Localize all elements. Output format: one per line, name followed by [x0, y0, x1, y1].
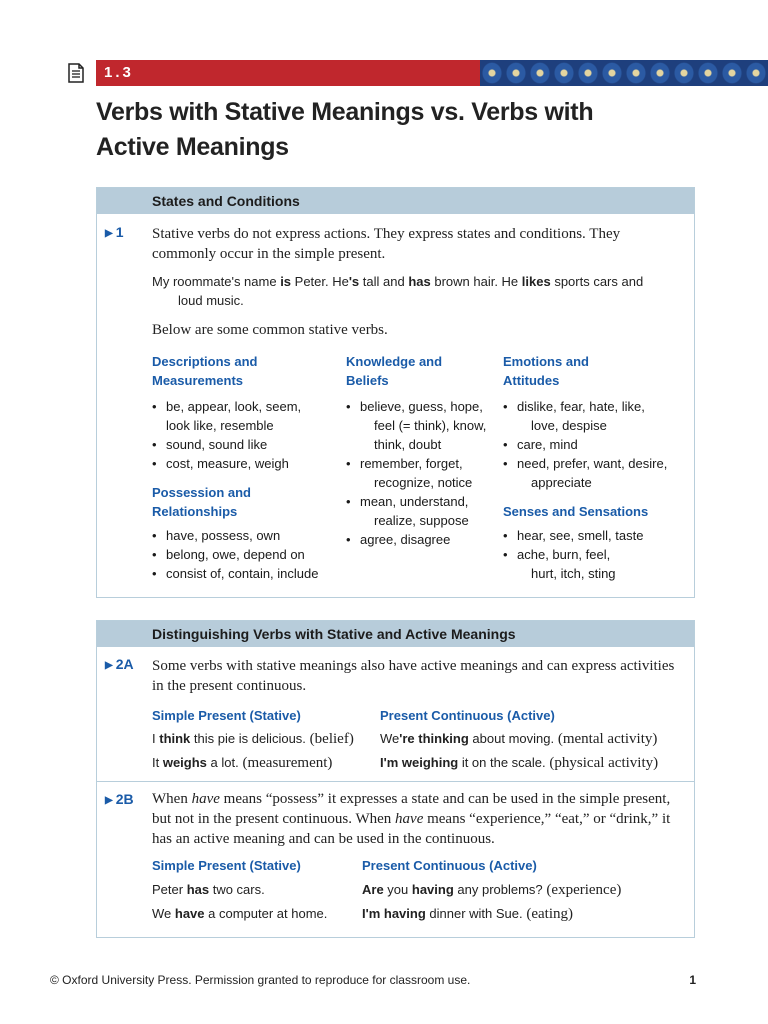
triangle-right-icon: ▶ [105, 795, 113, 806]
list-item: • believe, guess, hope, [346, 397, 496, 416]
list-item-continued: look like, resemble [166, 418, 274, 433]
list-item: • remember, forget, [346, 454, 496, 473]
list-item: • sound, sound like [152, 435, 337, 454]
list-item: • have, possess, own [152, 526, 337, 545]
example-sentence: My roommate's name is Peter. He's tall and has brown hair. He likes sports cars and loud music. [152, 274, 644, 308]
table-row: I'm weighing it on the scale. (physical activity) [380, 755, 659, 771]
list-item: • consist of, contain, include [152, 564, 337, 583]
triangle-right-icon: ▶ [105, 228, 113, 239]
list-item: • cost, measure, weigh [152, 454, 337, 473]
verb-list [152, 397, 337, 473]
verb-list [503, 397, 693, 492]
list-item-continued: hurt, itch, sting [531, 566, 616, 581]
column-descriptions [152, 352, 337, 583]
column-knowledge [346, 352, 496, 549]
decorative-ornament [480, 60, 768, 86]
list-item: • agree, disagree [346, 530, 496, 549]
list-item-continued: realize, suppose [374, 513, 469, 528]
list-item-continued: think, doubt [374, 437, 442, 452]
table-row: I think this pie is delicious. (belief) [152, 731, 354, 747]
table-row: We're thinking about moving. (mental activity) [380, 731, 658, 747]
col-heading-stative: Simple Present (Stative) [152, 708, 301, 723]
reference-2b: ▶ 2B [105, 791, 134, 807]
list-item-continued: love, despise [531, 418, 607, 433]
column-heading: Knowledge and Beliefs [346, 354, 443, 388]
list-item: • hear, see, smell, taste [503, 526, 693, 545]
reference-1: ▶ 1 [105, 224, 124, 240]
box-heading: Distinguishing Verbs with Stative and Active Meanings [97, 621, 694, 647]
verb-list [346, 397, 496, 549]
intro-text: Stative verbs do not express actions. They express states and conditions. They commonly occur in the simple present. [152, 226, 621, 262]
distinguishing-box [96, 620, 695, 938]
page-footer [50, 973, 696, 987]
list-item-continued: feel (= think), know, [374, 418, 487, 433]
list-item: • belong, owe, depend on [152, 545, 337, 564]
col-heading-active: Present Continuous (Active) [380, 708, 555, 723]
list-item: • be, appear, look, seem, [152, 397, 337, 416]
table-row: We have a computer at home. [152, 906, 328, 921]
section-divider [97, 781, 694, 782]
column-heading: Senses and Sensations [503, 504, 649, 519]
page-title [96, 95, 696, 165]
list-item-continued: appreciate [531, 475, 592, 490]
list-item: • need, prefer, want, desire, [503, 454, 693, 473]
list-item-continued: recognize, notice [374, 475, 473, 490]
column-emotions [503, 352, 693, 583]
list-item: • mean, understand, [346, 492, 496, 511]
column-heading: Possession and Relationships [152, 485, 251, 519]
list-item: • care, mind [503, 435, 693, 454]
table-row: Peter has two cars. [152, 882, 265, 897]
document-icon [64, 61, 88, 85]
section-banner [96, 60, 768, 86]
section-number: 1.3 [104, 64, 134, 81]
triangle-right-icon: ▶ [105, 660, 113, 671]
verb-list [152, 526, 337, 583]
title-line-2: Active Meanings [96, 133, 289, 161]
copyright-text: © Oxford University Press. Permission granted to reproduce for classroom use. [50, 973, 471, 987]
list-item: • ache, burn, feel, [503, 545, 693, 564]
col-heading-active: Present Continuous (Active) [362, 858, 537, 873]
section-2a-text: Some verbs with stative meanings also have active meanings and can express activities in the present continuous. [152, 658, 675, 694]
reference-2a: ▶ 2A [105, 656, 134, 672]
page-number: 1 [689, 973, 696, 987]
verb-list [503, 526, 693, 583]
states-conditions-box [96, 187, 695, 598]
column-heading: Emotions and Attitudes [503, 354, 589, 388]
title-line-1: Verbs with Stative Meanings vs. Verbs with [96, 98, 594, 126]
table-row: Are you having any problems? (experience) [362, 882, 622, 898]
list-item: • dislike, fear, hate, like, [503, 397, 693, 416]
table-row: I'm having dinner with Sue. (eating) [362, 906, 574, 922]
below-text: Below are some common stative verbs. [152, 322, 388, 338]
section-2b-text: When have means “possess” it expresses a state and can be used in the simple present, but not in the present continuous. When have means “experience,” “eat,” or “drink,” it has an active meaning and can be used in the continuous. [152, 791, 671, 847]
table-row: It weighs a lot. (measurement) [152, 755, 333, 771]
box-heading: States and Conditions [97, 188, 694, 214]
col-heading-stative: Simple Present (Stative) [152, 858, 301, 873]
column-heading: Descriptions and Measurements [152, 354, 258, 388]
